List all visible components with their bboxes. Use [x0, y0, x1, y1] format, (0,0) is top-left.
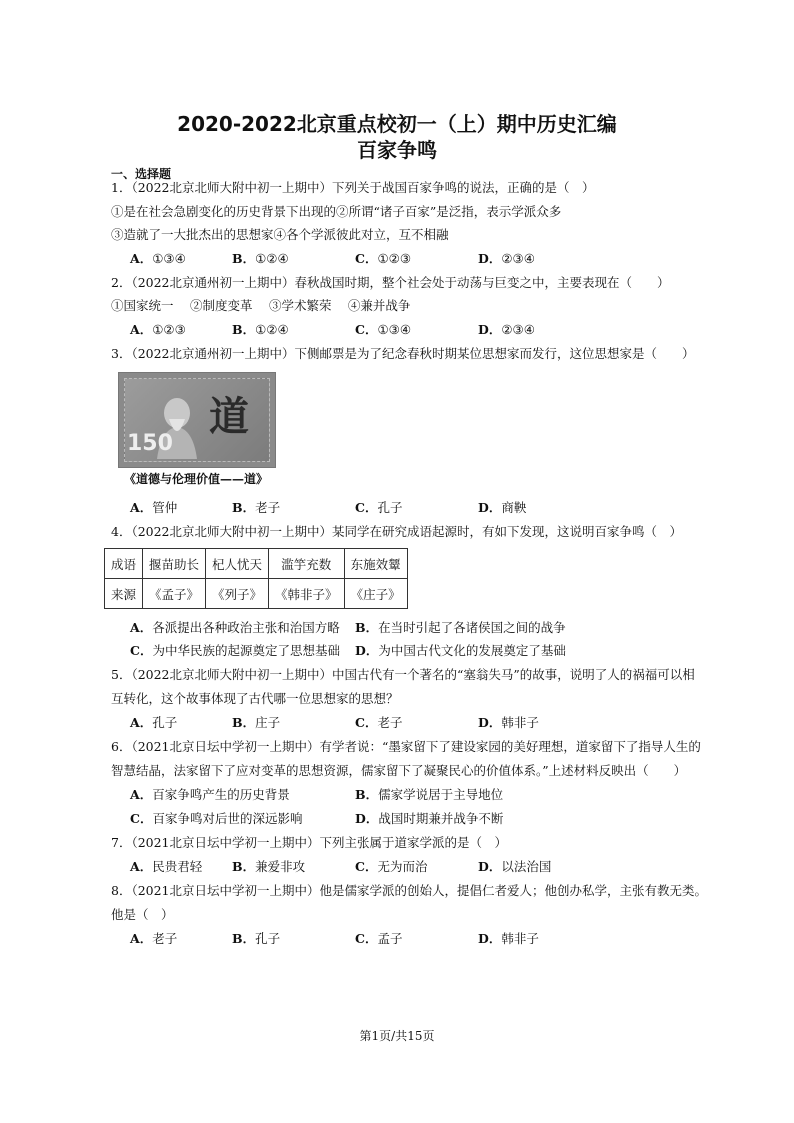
stamp-image [118, 372, 276, 468]
question-stem: 智慧结晶，法家留下了应对变革的思想资源，儒家留下了凝聚民心的价值体系。”上述材料反映出（ ） [111, 763, 687, 778]
option-a: A．百家争鸣产生的历史背景 [130, 787, 290, 802]
option-a: A．①③④ [130, 251, 186, 266]
option-d: D．以法治国 [478, 859, 552, 874]
option-b: B．在当时引起了各诸侯国之间的战争 [355, 620, 566, 635]
option-d: D．韩非子 [478, 931, 539, 946]
option-b: B．兼爱非攻 [232, 859, 306, 874]
question-stem: 7．（2021北京日坛中学初一上期中）下列主张属于道家学派的是（ ） [111, 835, 508, 850]
option-a: A．孔子 [130, 715, 178, 730]
page-subtitle: 百家争鸣 [357, 138, 437, 162]
option-c: C．百家争鸣对后世的深远影响 [130, 811, 303, 826]
option-b: B．孔子 [232, 931, 281, 946]
option-b: B．庄子 [232, 715, 281, 730]
stamp-value: 150 [127, 431, 173, 456]
option-c: C．无为而治 [355, 859, 428, 874]
option-d: D．商鞅 [478, 500, 527, 515]
option-d: D．为中国古代文化的发展奠定了基础 [355, 643, 566, 658]
question-stem: 6．（2021北京日坛中学初一上期中）有学者说：“墨家留下了建设家园的美好理想，道家留下了指导人生的 [111, 739, 701, 754]
table-cell: 《韩非子》 [269, 579, 345, 609]
table-cell: 成语 [105, 549, 143, 579]
option-a: A．老子 [130, 931, 178, 946]
question-stem: 8．（2021北京日坛中学初一上期中）他是儒家学派的创始人，提倡仁者爱人；他创办私学，主张有教无类。 [111, 883, 708, 898]
question-stem: 他是（ ） [111, 907, 174, 922]
question-stem: 1．（2022北京北师大附中初一上期中）下列关于战国百家争鸣的说法，正确的是（ ） [111, 180, 595, 195]
option-b: B．①②④ [232, 322, 289, 337]
option-b: B．①②④ [232, 251, 289, 266]
stamp-caption: 《道德与伦理价值——道》 [124, 472, 269, 486]
page-number: 第1页/共15页 [359, 1029, 435, 1043]
question-stem: 4．（2022北京北师大附中初一上期中）某同学在研究成语起源时，有如下发现，这说明百家争鸣（ ） [111, 524, 683, 539]
table-cell: 《列子》 [206, 579, 269, 609]
table-row [105, 549, 408, 579]
option-b: B．儒家学说居于主导地位 [355, 787, 504, 802]
option-d: D．②③④ [478, 322, 535, 337]
question-stem: 2．（2022北京通州初一上期中）春秋战国时期，整个社会处于动荡与巨变之中，主要表现在（ ） [111, 275, 670, 290]
option-c: C．孔子 [355, 500, 403, 515]
table-cell: 《孟子》 [143, 579, 206, 609]
question-stem: 互转化，这个故事体现了古代哪一位思想家的思想？ [111, 691, 399, 706]
question-stem: ①国家统一 ②制度变革 ③学术繁荣 ④兼并战争 [111, 298, 411, 313]
option-c: C．为中华民族的起源奠定了思想基础 [130, 643, 340, 658]
option-c: C．①②③ [355, 251, 412, 266]
option-a: A．①②③ [130, 322, 186, 337]
question-stem: ③造就了一大批杰出的思想家④各个学派彼此对立，互不相融 [111, 227, 449, 242]
table-cell: 杞人忧天 [206, 549, 269, 579]
question-stem: ①是在社会急剧变化的历史背景下出现的②所谓“诸子百家”是泛指，表示学派众多 [111, 204, 562, 219]
option-c: C．老子 [355, 715, 403, 730]
table-cell: 揠苗助长 [143, 549, 206, 579]
question-stem: 5．（2022北京北师大附中初一上期中）中国古代有一个著名的“塞翁失马”的故事，说明了人的祸福可以相 [111, 667, 695, 682]
idiom-table [104, 548, 408, 609]
question-stem: 3．（2022北京通州初一上期中）下侧邮票是为了纪念春秋时期某位思想家而发行，这位思想家是（ ） [111, 346, 695, 361]
option-d: D．②③④ [478, 251, 535, 266]
option-a: A．各派提出各种政治主张和治国方略 [130, 620, 340, 635]
option-a: A．管仲 [130, 500, 178, 515]
table-cell: 东施效颦 [344, 549, 407, 579]
page-title: 2020-2022北京重点校初一（上）期中历史汇编 [177, 112, 617, 136]
table-row [105, 579, 408, 609]
table-cell: 滥竽充数 [269, 549, 345, 579]
option-c: C．①③④ [355, 322, 412, 337]
option-a: A．民贵君轻 [130, 859, 203, 874]
stamp-calligraphy: 道 [209, 393, 249, 440]
option-c: C．孟子 [355, 931, 403, 946]
table-cell: 来源 [105, 579, 143, 609]
table-cell: 《庄子》 [344, 579, 407, 609]
option-d: D．战国时期兼并战争不断 [355, 811, 504, 826]
option-b: B．老子 [232, 500, 281, 515]
section-heading: 一、选择题 [111, 167, 172, 181]
option-d: D．韩非子 [478, 715, 539, 730]
